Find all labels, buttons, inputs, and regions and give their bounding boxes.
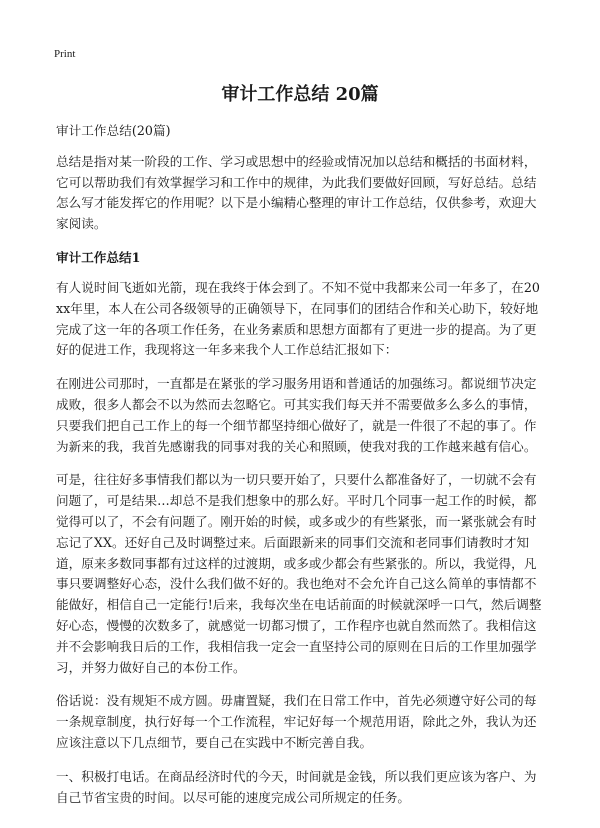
intro-paragraph: 总结是指对某一阶段的工作、学习或思想中的经验或情况加以总结和概括的书面材料，它可以帮助我们有效掌握学习和工作中的规律，为此我们要做好回顾，写好总结。总结怎么写才能发挥它的作用呢？以下是小编精心整理的审计工作总结，仅供参考，欢迎大家阅读。 (56, 153, 537, 232)
print-link[interactable]: Print (54, 48, 76, 60)
paragraph: 可是，往往好多事情我们都以为一切只要开始了，只要什么都准备好了，一切就不会有问题了，可是结果…却总不是我们想象中的那么好。平时几个同事一起工作的时候，都觉得可以了，不会有问题了。刚开始的时候，或多或少的有些紧张，而一紧张就会有时忘记了XX。还好自己及时调整过来。后面跟新来的同事们交流和老同事们请教时才知道，原来多数同事都有过这样的过渡期，或多或少都会有些紧张的。所以，我觉得，凡事只要调整好心态，没什么我们做不好的。我也绝对不会允许自己这么简单的事情都不能做好，相信自己一定能行!后来，我每次坐在电话前面的时候就深呼一口气，然后调整好心态，慢慢的次数多了，就感觉一切都习惯了，工作程序也就自然而然了。我相信这并不会影响我日后的工作，我相信我一定会一直坚持公司的原则在日后的工作里加强学习，并努力做好自己的本份工作。 (56, 472, 542, 675)
article-subtitle: 审计工作总结(20篇) (56, 123, 171, 138)
article-body (56, 121, 546, 821)
paragraph: 一、积极打电话。在商品经济时代的今天，时间就是金钱，所以我们更应该为客户、为自己节省宝贵的时间。以尽可能的速度完成公司所规定的任务。 (56, 768, 537, 805)
page-title: 审计工作总结 20篇 (221, 84, 379, 105)
paragraph: 在刚进公司那时，一直都是在紧张的学习服务用语和普通话的加强练习。都说细节决定成败，很多人都会不以为然而去忽略它。可其实我们每天并不需要做多么多么的事情，只要我们把自己工作上的每一个细节都坚持细心做好了，就是一件很了不起的事了。作为新来的我，我首先感谢我的同事对我的关心和照顾，使我对我的工作越来越有信心。 (56, 376, 537, 454)
paragraph: 俗话说：没有规矩不成方圆。毋庸置疑，我们在日常工作中，首先必须遵守好公司的每一条规章制度，执行好每一个工作流程，牢记好每一个规范用语，除此之外，我认为还应该注意以下几点细节，要自己在实践中不断完善自我。 (56, 693, 537, 750)
section-heading: 审计工作总结1 (56, 249, 141, 265)
paragraph: 有人说时间飞逝如光箭，现在我终于体会到了。不知不觉中我都来公司一年多了，在20xx年里，本人在公司各级领导的正确领导下，在同事们的团结合作和关心助下，较好地完成了这一年的各项工作任务，在业务素质和思想方面都有了更进一步的提高。为了更好的促进工作，我现将这一年多来我个人工作总结汇报如下： (56, 279, 540, 358)
